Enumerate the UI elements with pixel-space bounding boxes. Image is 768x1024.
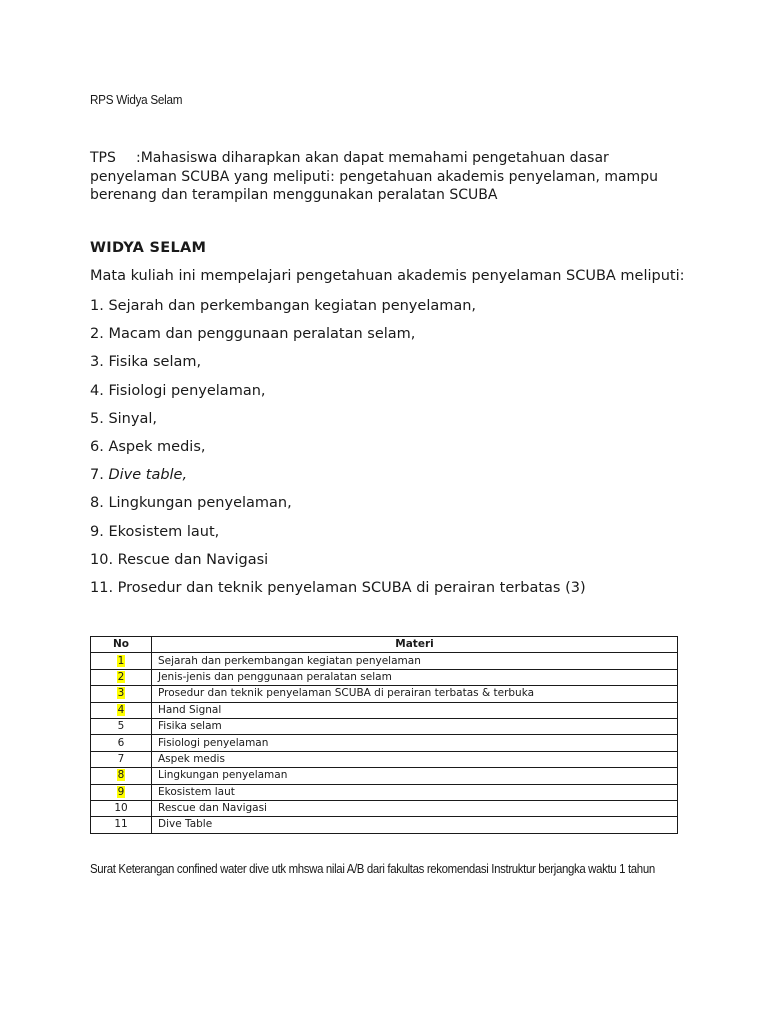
table-cell-materi: Hand Signal: [152, 702, 678, 718]
table-row: [91, 784, 678, 800]
table-cell-no: [91, 784, 152, 800]
table-row: [91, 751, 678, 767]
table-cell-materi: Aspek medis: [152, 751, 678, 767]
table-row: [91, 718, 678, 734]
highlighted-number: 9: [117, 785, 125, 798]
list-item: [90, 409, 586, 437]
table-cell-materi: Jenis-jenis dan penggunaan peralatan selam: [152, 669, 678, 685]
list-item-number: 8.: [90, 495, 109, 512]
table-header-row: [91, 637, 678, 653]
list-item-text: Dive table,: [108, 467, 188, 484]
list-item: [90, 465, 586, 493]
table-cell-materi: Sejarah dan perkembangan kegiatan penyelaman: [152, 653, 678, 669]
highlighted-number: 8: [117, 769, 125, 782]
highlighted-number: 3: [117, 687, 125, 700]
table-cell-no: [91, 751, 152, 767]
list-item-text: Rescue dan Navigasi: [117, 551, 269, 568]
list-item-text: Ekosistem laut,: [108, 523, 220, 540]
row-number: 5: [117, 720, 125, 733]
table-row: [91, 686, 678, 702]
list-item-text: Sejarah dan perkembangan kegiatan penyelaman,: [108, 298, 477, 314]
row-number: 6: [117, 736, 125, 749]
table-cell-no: [91, 735, 152, 751]
table-cell-no: [91, 718, 152, 734]
table-cell-no: [91, 768, 152, 784]
highlighted-number: 4: [117, 703, 125, 716]
tps-label: TPS: [90, 150, 116, 166]
list-item: [90, 381, 586, 409]
table-body: [91, 653, 678, 833]
table-row: [91, 817, 678, 833]
table-cell-no: [91, 800, 152, 816]
table-cell-no: [91, 653, 152, 669]
list-item-number: 11.: [90, 579, 118, 596]
row-number: 11: [114, 818, 128, 831]
row-number: 7: [117, 752, 125, 765]
list-item-number: 3.: [90, 354, 109, 371]
table-cell-materi: Ekosistem laut: [152, 784, 678, 800]
table-cell-materi: Dive Table: [152, 817, 678, 833]
row-number: 10: [114, 802, 128, 815]
list-item-number: 10.: [90, 551, 118, 568]
materi-table: [90, 636, 678, 834]
table-cell-no: [91, 669, 152, 685]
document-title: RPS Widya Selam: [90, 92, 183, 107]
footnote: [90, 860, 750, 878]
list-item-number: 1.: [90, 298, 109, 314]
list-item-text: Sinyal,: [108, 410, 157, 427]
highlighted-number: 1: [117, 654, 125, 667]
list-item: [90, 437, 586, 465]
column-header-materi: Materi: [152, 637, 678, 653]
list-item: [90, 550, 586, 578]
list-item-text: Aspek medis,: [108, 438, 206, 455]
list-item: [90, 522, 586, 550]
list-item: [90, 324, 586, 352]
highlighted-number: 2: [117, 670, 125, 683]
list-item-text: Prosedur dan teknik penyelaman SCUBA di perairan terbatas (3): [117, 579, 586, 596]
table-cell-materi: Rescue dan Navigasi: [152, 800, 678, 816]
table-cell-materi: Lingkungan penyelaman: [152, 768, 678, 784]
list-item-number: 4.: [90, 382, 109, 399]
table-cell-materi: Fisika selam: [152, 718, 678, 734]
table-cell-no: [91, 686, 152, 702]
footnote-text: Surat Keterangan confined water dive utk mhswa nilai A/B dari fakultas rekomendasi Instruktur berjangka waktu 1 tahun: [90, 861, 655, 876]
section-heading: WIDYA SELAM: [90, 240, 207, 256]
list-item: [90, 352, 586, 380]
tps-text: :Mahasiswa diharapkan akan dapat memahami pengetahuan dasar penyelaman SCUBA yang meliputi: pengetahuan akademis penyelaman, mampu berenang dan terampilan menggunakan peralatan SCUBA: [90, 150, 658, 203]
table-row: [91, 702, 678, 718]
topic-list: [90, 296, 586, 606]
table-cell-materi: Fisiologi penyelaman: [152, 735, 678, 751]
table-row: [91, 669, 678, 685]
list-item: [90, 296, 586, 324]
table-row: [91, 735, 678, 751]
table-cell-materi: Prosedur dan teknik penyelaman SCUBA di perairan terbatas & terbuka: [152, 686, 678, 702]
table-row: [91, 768, 678, 784]
list-item-number: 6.: [90, 438, 109, 455]
intro-text: Mata kuliah ini mempelajari pengetahuan akademis penyelaman SCUBA meliputi:: [90, 268, 685, 284]
list-item: [90, 578, 586, 606]
list-item-text: Fisika selam,: [108, 354, 202, 371]
list-item-text: Macam dan penggunaan peralatan selam,: [108, 326, 416, 343]
table-cell-no: [91, 817, 152, 833]
tps-paragraph: [90, 149, 690, 205]
list-item-number: 7.: [90, 467, 109, 484]
list-item-number: 2.: [90, 326, 109, 343]
table-row: [91, 653, 678, 669]
column-header-no: No: [91, 637, 152, 653]
list-item-number: 5.: [90, 410, 109, 427]
table-row: [91, 800, 678, 816]
list-item-number: 9.: [90, 523, 109, 540]
table-cell-no: [91, 702, 152, 718]
list-item-text: Lingkungan penyelaman,: [108, 495, 292, 512]
list-item: [90, 493, 586, 521]
list-item-text: Fisiologi penyelaman,: [108, 382, 266, 399]
